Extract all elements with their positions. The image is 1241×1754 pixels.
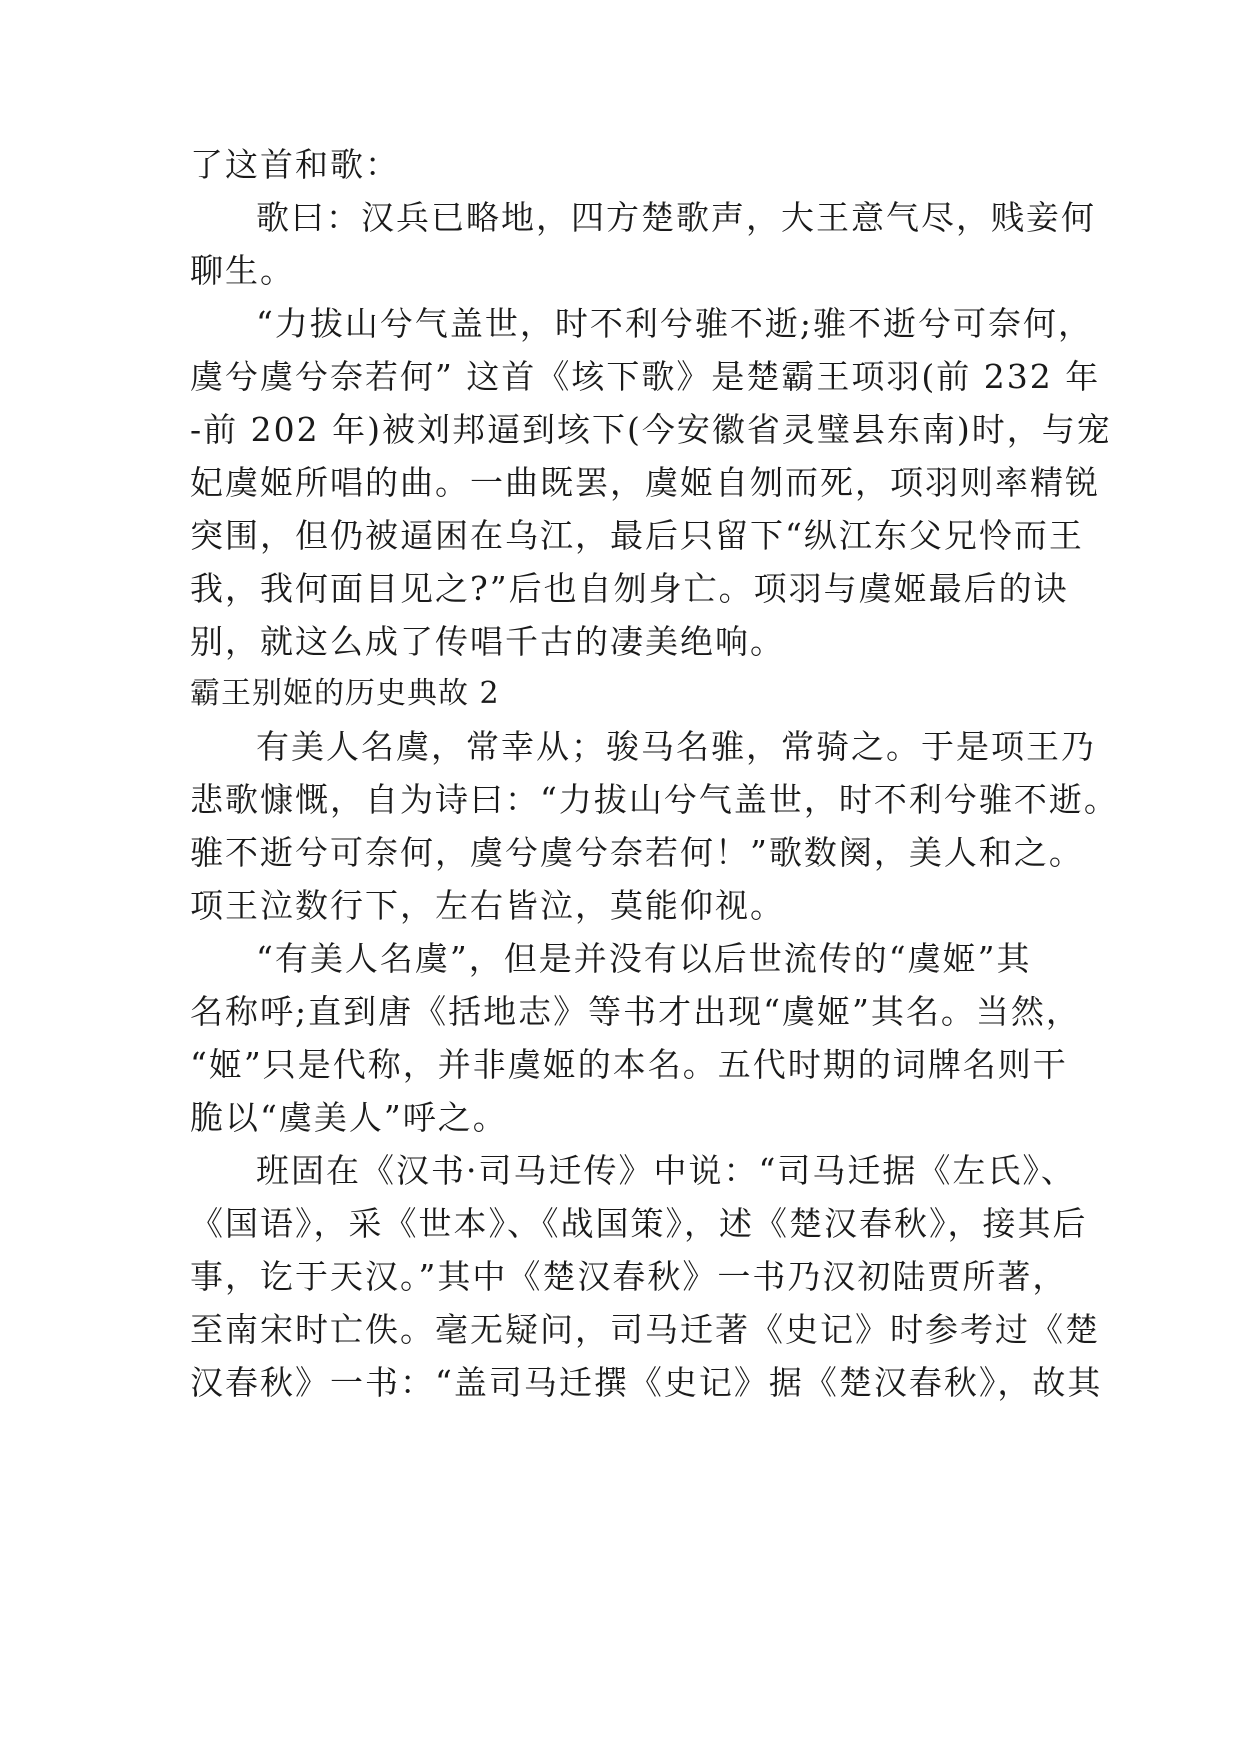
- text-line: 汉春秋》一书：“盖司马迁撰《史记》据《楚汉春秋》，故其: [190, 1363, 1103, 1402]
- text-line: 项王泣数行下，左右皆泣，莫能仰视。: [190, 886, 785, 925]
- paragraph-first-line: “力拔山兮气盖世，时不利兮骓不逝;骓不逝兮可奈何，: [256, 304, 1093, 343]
- text-line: “姬”只是代称，并非虞姬的本名。五代时期的词牌名则干: [190, 1045, 1068, 1084]
- text-line: 事，讫于天汉。”其中《楚汉春秋》一书乃汉初陆贾所著，: [190, 1257, 1068, 1296]
- text-line: -前 202 年)被刘邦逼到垓下(今安徽省灵璧县东南)时，与宠: [190, 410, 1112, 449]
- text-line: 《国语》，采《世本》、《战国策》，述《楚汉春秋》，接其后: [190, 1204, 1088, 1243]
- text-line: 妃虞姬所唱的曲。一曲既罢，虞姬自刎而死，项羽则率精锐: [190, 463, 1100, 502]
- section-heading: 霸王别姬的历史典故 2: [190, 676, 500, 711]
- paragraph-first-line: “有美人名虞”，但是并没有以后世流传的“虞姬”其: [256, 939, 1032, 978]
- paragraph-first-line: 有美人名虞，常幸从；骏马名骓，常骑之。于是项王乃: [256, 727, 1096, 766]
- text-line: 虞兮虞兮奈若何” 这首《垓下歌》是楚霸王项羽(前 232 年: [190, 357, 1101, 396]
- text-line: 悲歌慷慨，自为诗曰：“力拔山兮气盖世，时不利兮骓不逝。: [190, 780, 1119, 819]
- text-line: 至南宋时亡佚。毫无疑问，司马迁著《史记》时参考过《楚: [190, 1310, 1100, 1349]
- text-line: 名称呼;直到唐《括地志》等书才出现“虞姬”其名。当然，: [190, 992, 1081, 1031]
- text-line: 骓不逝兮可奈何，虞兮虞兮奈若何！”歌数阕，美人和之。: [190, 833, 1084, 872]
- paragraph-first-line: 班固在《汉书·司马迁传》中说：“司马迁据《左氏》、: [256, 1151, 1076, 1190]
- text-line: 了这首和歌：: [190, 145, 400, 184]
- text-line: 突围，但仍被逼困在乌江，最后只留下“纵江东父兄怜而王: [190, 516, 1084, 555]
- text-line: 我，我何面目见之?”后也自刎身亡。项羽与虞姬最后的诀: [190, 569, 1069, 608]
- text-line: 聊生。: [190, 251, 295, 290]
- text-line: 别，就这么成了传唱千古的凄美绝响。: [190, 622, 785, 661]
- paragraph-first-line: 歌曰：汉兵已略地，四方楚歌声，大王意气尽，贱妾何: [256, 198, 1096, 237]
- text-line: 脆以“虞美人”呼之。: [190, 1098, 508, 1137]
